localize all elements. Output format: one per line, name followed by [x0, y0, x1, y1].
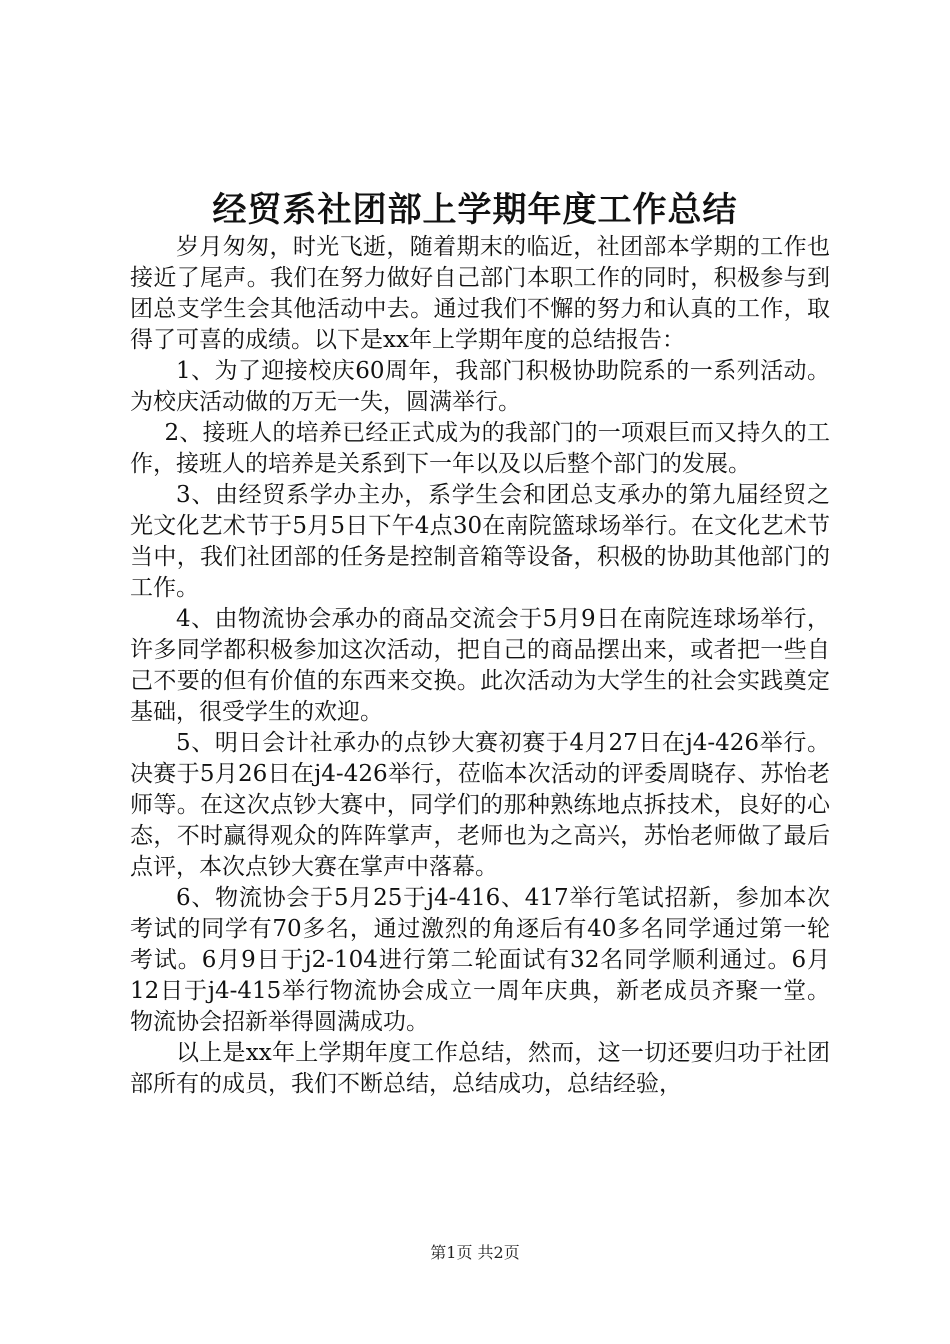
paragraph-item-3: 3、由经贸系学办主办，系学生会和团总支承办的第九届经贸之光文化艺术节于5月5日下午4点30在南院篮球场举行。在文化艺术节当中，我们社团部的任务是控制音箱等设备，积极的协助其他部门的工作。 — [130, 482, 830, 601]
paragraph-item-4: 4、由物流协会承办的商品交流会于5月9日在南院连球场举行，许多同学都积极参加这次活动，把自己的商品摆出来，或者把一些自己不要的但有价值的东西来交换。此次活动为大学生的社会实践奠定基础，很受学生的欢迎。 — [130, 606, 830, 725]
page-number-footer: 第1页 共2页 — [430, 1243, 520, 1262]
document-body — [130, 232, 830, 1100]
paragraph-item-2: 2、接班人的培养已经正式成为的我部门的一项艰巨而又持久的工作，接班人的培养是关系到下一年以及以后整个部门的发展。 — [130, 420, 830, 477]
paragraph-item-6: 6、物流协会于5月25于j4-416、417举行笔试招新，参加本次考试的同学有70多名，通过激烈的角逐后有40多名同学通过第一轮考试。6月9日于j2-104进行第二轮面试有32名同学顺利通过。6月12日于j4-415举行物流协会成立一周年庆典，新老成员齐聚一堂。物流协会招新举得圆满成功。 — [130, 885, 830, 1035]
paragraph-item-5: 5、明日会计社承办的点钞大赛初赛于4月27日在j4-426举行。决赛于5月26日在j4-426举行，莅临本次活动的评委周晓存、苏怡老师等。在这次点钞大赛中，同学们的那种熟练地点拆技术，良好的心态，不时赢得观众的阵阵掌声，老师也为之高兴，苏怡老师做了最后点评，本次点钞大赛在掌声中落幕。 — [130, 730, 830, 880]
paragraph-intro: 岁月匆匆，时光飞逝，随着期末的临近，社团部本学期的工作也接近了尾声。我们在努力做好自己部门本职工作的同时，积极参与到团总支学生会其他活动中去。通过我们不懈的努力和认真的工作，取得了可喜的成绩。以下是xx年上学期年度的总结报告： — [130, 234, 830, 353]
document-title: 经贸系社团部上学期年度工作总结 — [212, 190, 738, 230]
paragraph-item-1: 1、为了迎接校庆60周年，我部门积极协助院系的一系列活动。为校庆活动做的万无一失，圆满举行。 — [130, 358, 830, 415]
paragraph-conclusion: 以上是xx年上学期年度工作总结，然而，这一切还要归功于社团部所有的成员，我们不断总结，总结成功，总结经验， — [130, 1040, 830, 1097]
